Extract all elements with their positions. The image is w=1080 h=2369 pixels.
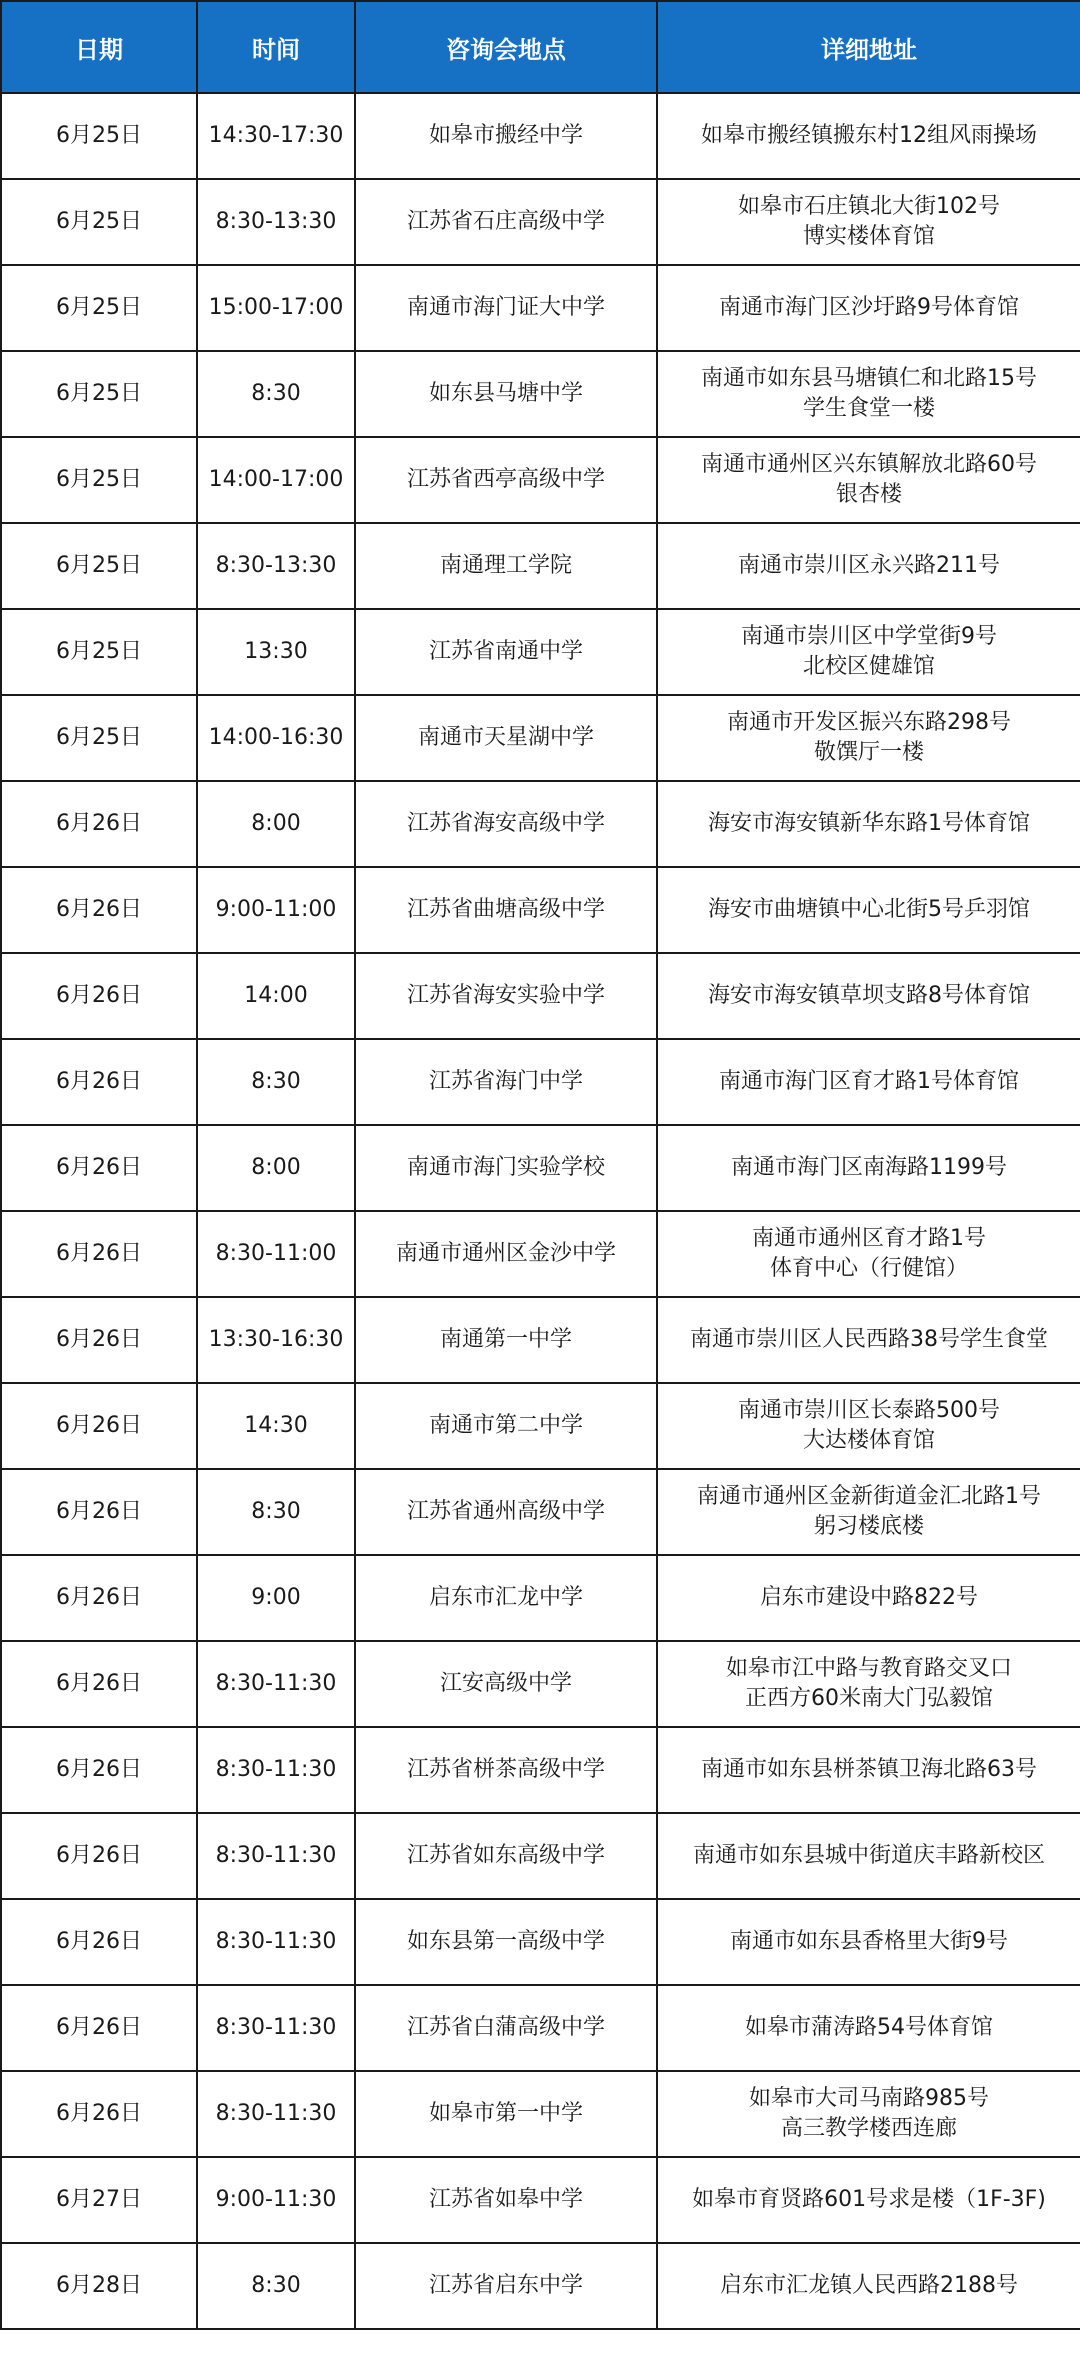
- table-body: [1, 93, 1080, 2329]
- venue-cell: 如皋市第一中学: [355, 2071, 657, 2157]
- address-cell: [657, 1211, 1080, 1297]
- date-cell: 6月26日: [1, 1813, 197, 1899]
- address-line: 海安市海安镇草坝支路8号体育馆: [708, 983, 1030, 1008]
- address-cell: [657, 1985, 1080, 2071]
- address-cell: [657, 2071, 1080, 2157]
- address-line: 躬习楼底楼: [813, 1514, 924, 1539]
- address-line: 如皋市石庄镇北大街102号: [738, 194, 1000, 219]
- address-line: 南通市通州区育才路1号: [752, 1226, 986, 1251]
- venue-cell: 南通市通州区金沙中学: [355, 1211, 657, 1297]
- venue-cell: 江苏省石庄高级中学: [355, 179, 657, 265]
- address-line: 如皋市搬经镇搬东村12组风雨操场: [701, 123, 1037, 148]
- venue-cell: 江苏省海安高级中学: [355, 781, 657, 867]
- date-cell: 6月25日: [1, 351, 197, 437]
- venue-cell: 南通市海门实验学校: [355, 1125, 657, 1211]
- time-cell: 9:00: [197, 1555, 355, 1641]
- header-address: 详细地址: [657, 1, 1080, 93]
- venue-cell: 启东市汇龙中学: [355, 1555, 657, 1641]
- address-cell: [657, 1039, 1080, 1125]
- date-cell: 6月26日: [1, 781, 197, 867]
- date-cell: 6月26日: [1, 1985, 197, 2071]
- date-cell: 6月25日: [1, 179, 197, 265]
- date-cell: 6月26日: [1, 1125, 197, 1211]
- address-line: 南通市开发区振兴东路298号: [727, 710, 1011, 735]
- date-cell: 6月26日: [1, 1555, 197, 1641]
- address-line: 敬馔厅一楼: [813, 740, 924, 765]
- venue-cell: 江苏省曲塘高级中学: [355, 867, 657, 953]
- header-date: 日期: [1, 1, 197, 93]
- address-line: 如皋市大司马南路985号: [749, 2086, 989, 2111]
- venue-cell: 江苏省海门中学: [355, 1039, 657, 1125]
- address-cell: [657, 1727, 1080, 1813]
- venue-cell: 如皋市搬经中学: [355, 93, 657, 179]
- address-line: 南通市海门区育才路1号体育馆: [719, 1069, 1019, 1094]
- date-cell: 6月26日: [1, 1039, 197, 1125]
- venue-cell: 如东县第一高级中学: [355, 1899, 657, 1985]
- address-line: 启东市建设中路822号: [760, 1585, 978, 1610]
- venue-cell: 江苏省西亭高级中学: [355, 437, 657, 523]
- table-row: [1, 2157, 1080, 2243]
- table-row: [1, 781, 1080, 867]
- venue-cell: 江安高级中学: [355, 1641, 657, 1727]
- date-cell: 6月25日: [1, 265, 197, 351]
- time-cell: 9:00-11:00: [197, 867, 355, 953]
- address-line: 南通市崇川区永兴路211号: [738, 553, 1000, 578]
- date-cell: 6月26日: [1, 867, 197, 953]
- time-cell: 14:30: [197, 1383, 355, 1469]
- table-row: [1, 953, 1080, 1039]
- table-row: [1, 351, 1080, 437]
- address-cell: [657, 351, 1080, 437]
- address-cell: [657, 781, 1080, 867]
- date-cell: 6月26日: [1, 1469, 197, 1555]
- address-cell: [657, 1813, 1080, 1899]
- date-cell: 6月27日: [1, 2157, 197, 2243]
- table-row: [1, 1899, 1080, 1985]
- address-cell: [657, 1125, 1080, 1211]
- table-row: [1, 1125, 1080, 1211]
- address-cell: [657, 1641, 1080, 1727]
- address-line: 南通市崇川区人民西路38号学生食堂: [690, 1327, 1048, 1352]
- address-cell: [657, 2157, 1080, 2243]
- date-cell: 6月26日: [1, 1297, 197, 1383]
- venue-cell: 江苏省南通中学: [355, 609, 657, 695]
- time-cell: 8:30: [197, 1469, 355, 1555]
- date-cell: 6月26日: [1, 2071, 197, 2157]
- time-cell: 8:30: [197, 351, 355, 437]
- date-cell: 6月26日: [1, 953, 197, 1039]
- address-cell: [657, 2243, 1080, 2329]
- venue-cell: 南通市第二中学: [355, 1383, 657, 1469]
- time-cell: 8:30: [197, 1039, 355, 1125]
- header-row: [1, 1, 1080, 93]
- table-row: [1, 1727, 1080, 1813]
- table-row: [1, 1985, 1080, 2071]
- date-cell: 6月26日: [1, 1383, 197, 1469]
- venue-cell: 江苏省海安实验中学: [355, 953, 657, 1039]
- address-cell: [657, 1469, 1080, 1555]
- table-row: [1, 1211, 1080, 1297]
- header-time: 时间: [197, 1, 355, 93]
- venue-cell: 江苏省白蒲高级中学: [355, 1985, 657, 2071]
- table-row: [1, 179, 1080, 265]
- address-line: 如皋市育贤路601号求是楼（1F-3F): [692, 2187, 1046, 2212]
- address-line: 南通市通州区兴东镇解放北路60号: [701, 452, 1037, 477]
- address-line: 北校区健雄馆: [802, 654, 935, 679]
- time-cell: 14:00-17:00: [197, 437, 355, 523]
- date-cell: 6月26日: [1, 1211, 197, 1297]
- time-cell: 14:00-16:30: [197, 695, 355, 781]
- date-cell: 6月26日: [1, 1899, 197, 1985]
- address-cell: [657, 609, 1080, 695]
- time-cell: 8:30-11:00: [197, 1211, 355, 1297]
- date-cell: 6月25日: [1, 93, 197, 179]
- time-cell: 8:30-11:30: [197, 1899, 355, 1985]
- time-cell: 9:00-11:30: [197, 2157, 355, 2243]
- time-cell: 8:00: [197, 781, 355, 867]
- table-row: [1, 695, 1080, 781]
- time-cell: 14:00: [197, 953, 355, 1039]
- table-row: [1, 1297, 1080, 1383]
- address-line: 体育中心（行健馆）: [769, 1256, 968, 1281]
- address-cell: [657, 953, 1080, 1039]
- time-cell: 8:00: [197, 1125, 355, 1211]
- table-row: [1, 1469, 1080, 1555]
- address-cell: [657, 437, 1080, 523]
- address-line: 海安市海安镇新华东路1号体育馆: [708, 811, 1030, 836]
- address-cell: [657, 1555, 1080, 1641]
- time-cell: 8:30-11:30: [197, 1641, 355, 1727]
- address-cell: [657, 867, 1080, 953]
- table-row: [1, 93, 1080, 179]
- time-cell: 8:30-11:30: [197, 1985, 355, 2071]
- address-cell: [657, 1297, 1080, 1383]
- address-line: 启东市汇龙镇人民西路2188号: [720, 2273, 1018, 2298]
- address-line: 大达楼体育馆: [802, 1428, 935, 1453]
- date-cell: 6月25日: [1, 695, 197, 781]
- table-row: [1, 1813, 1080, 1899]
- table-row: [1, 523, 1080, 609]
- date-cell: 6月26日: [1, 1641, 197, 1727]
- table-row: [1, 2243, 1080, 2329]
- header-venue: 咨询会地点: [355, 1, 657, 93]
- address-cell: [657, 265, 1080, 351]
- time-cell: 8:30-11:30: [197, 1813, 355, 1899]
- venue-cell: 如东县马塘中学: [355, 351, 657, 437]
- time-cell: 13:30-16:30: [197, 1297, 355, 1383]
- address-line: 如皋市江中路与教育路交叉口: [725, 1656, 1012, 1681]
- table-row: [1, 265, 1080, 351]
- address-line: 南通市崇川区中学堂街9号: [741, 624, 997, 649]
- venue-cell: 南通市天星湖中学: [355, 695, 657, 781]
- address-line: 南通市海门区沙圩路9号体育馆: [719, 295, 1019, 320]
- address-line: 南通市海门区南海路1199号: [731, 1155, 1007, 1180]
- venue-cell: 南通第一中学: [355, 1297, 657, 1383]
- table-header: [1, 1, 1080, 93]
- address-line: 南通市如东县栟茶镇卫海北路63号: [701, 1757, 1037, 1782]
- address-line: 海安市曲塘镇中心北街5号乒羽馆: [708, 897, 1030, 922]
- time-cell: 8:30-13:30: [197, 179, 355, 265]
- address-line: 南通市崇川区长泰路500号: [738, 1398, 1000, 1423]
- address-cell: [657, 1899, 1080, 1985]
- address-cell: [657, 93, 1080, 179]
- address-cell: [657, 1383, 1080, 1469]
- table-row: [1, 1641, 1080, 1727]
- time-cell: 8:30-11:30: [197, 1727, 355, 1813]
- table-row: [1, 1039, 1080, 1125]
- venue-cell: 江苏省栟茶高级中学: [355, 1727, 657, 1813]
- date-cell: 6月26日: [1, 1727, 197, 1813]
- table-row: [1, 2071, 1080, 2157]
- time-cell: 15:00-17:00: [197, 265, 355, 351]
- address-line: 博实楼体育馆: [802, 224, 935, 249]
- address-line: 学生食堂一楼: [802, 396, 935, 421]
- table-row: [1, 867, 1080, 953]
- table-row: [1, 437, 1080, 523]
- time-cell: 8:30-13:30: [197, 523, 355, 609]
- table-row: [1, 609, 1080, 695]
- venue-cell: 江苏省如皋中学: [355, 2157, 657, 2243]
- table-row: [1, 1383, 1080, 1469]
- address-line: 如皋市蒲涛路54号体育馆: [745, 2015, 993, 2040]
- date-cell: 6月25日: [1, 523, 197, 609]
- time-cell: 8:30-11:30: [197, 2071, 355, 2157]
- address-cell: [657, 695, 1080, 781]
- venue-cell: 江苏省如东高级中学: [355, 1813, 657, 1899]
- address-line: 南通市通州区金新街道金汇北路1号: [697, 1484, 1041, 1509]
- address-line: 南通市如东县马塘镇仁和北路15号: [701, 366, 1037, 391]
- venue-cell: 南通理工学院: [355, 523, 657, 609]
- address-cell: [657, 179, 1080, 265]
- date-cell: 6月28日: [1, 2243, 197, 2329]
- time-cell: 8:30: [197, 2243, 355, 2329]
- address-line: 南通市如东县城中街道庆丰路新校区: [692, 1843, 1045, 1868]
- date-cell: 6月25日: [1, 609, 197, 695]
- address-line: 南通市如东县香格里大街9号: [730, 1929, 1008, 1954]
- address-cell: [657, 523, 1080, 609]
- table-row: [1, 1555, 1080, 1641]
- date-cell: 6月25日: [1, 437, 197, 523]
- address-line: 高三教学楼西连廊: [780, 2116, 957, 2141]
- venue-cell: 江苏省通州高级中学: [355, 1469, 657, 1555]
- venue-cell: 南通市海门证大中学: [355, 265, 657, 351]
- time-cell: 13:30: [197, 609, 355, 695]
- address-line: 银杏楼: [835, 482, 902, 507]
- venue-cell: 江苏省启东中学: [355, 2243, 657, 2329]
- address-line: 正西方60米南大门弘毅馆: [745, 1686, 993, 1711]
- time-cell: 14:30-17:30: [197, 93, 355, 179]
